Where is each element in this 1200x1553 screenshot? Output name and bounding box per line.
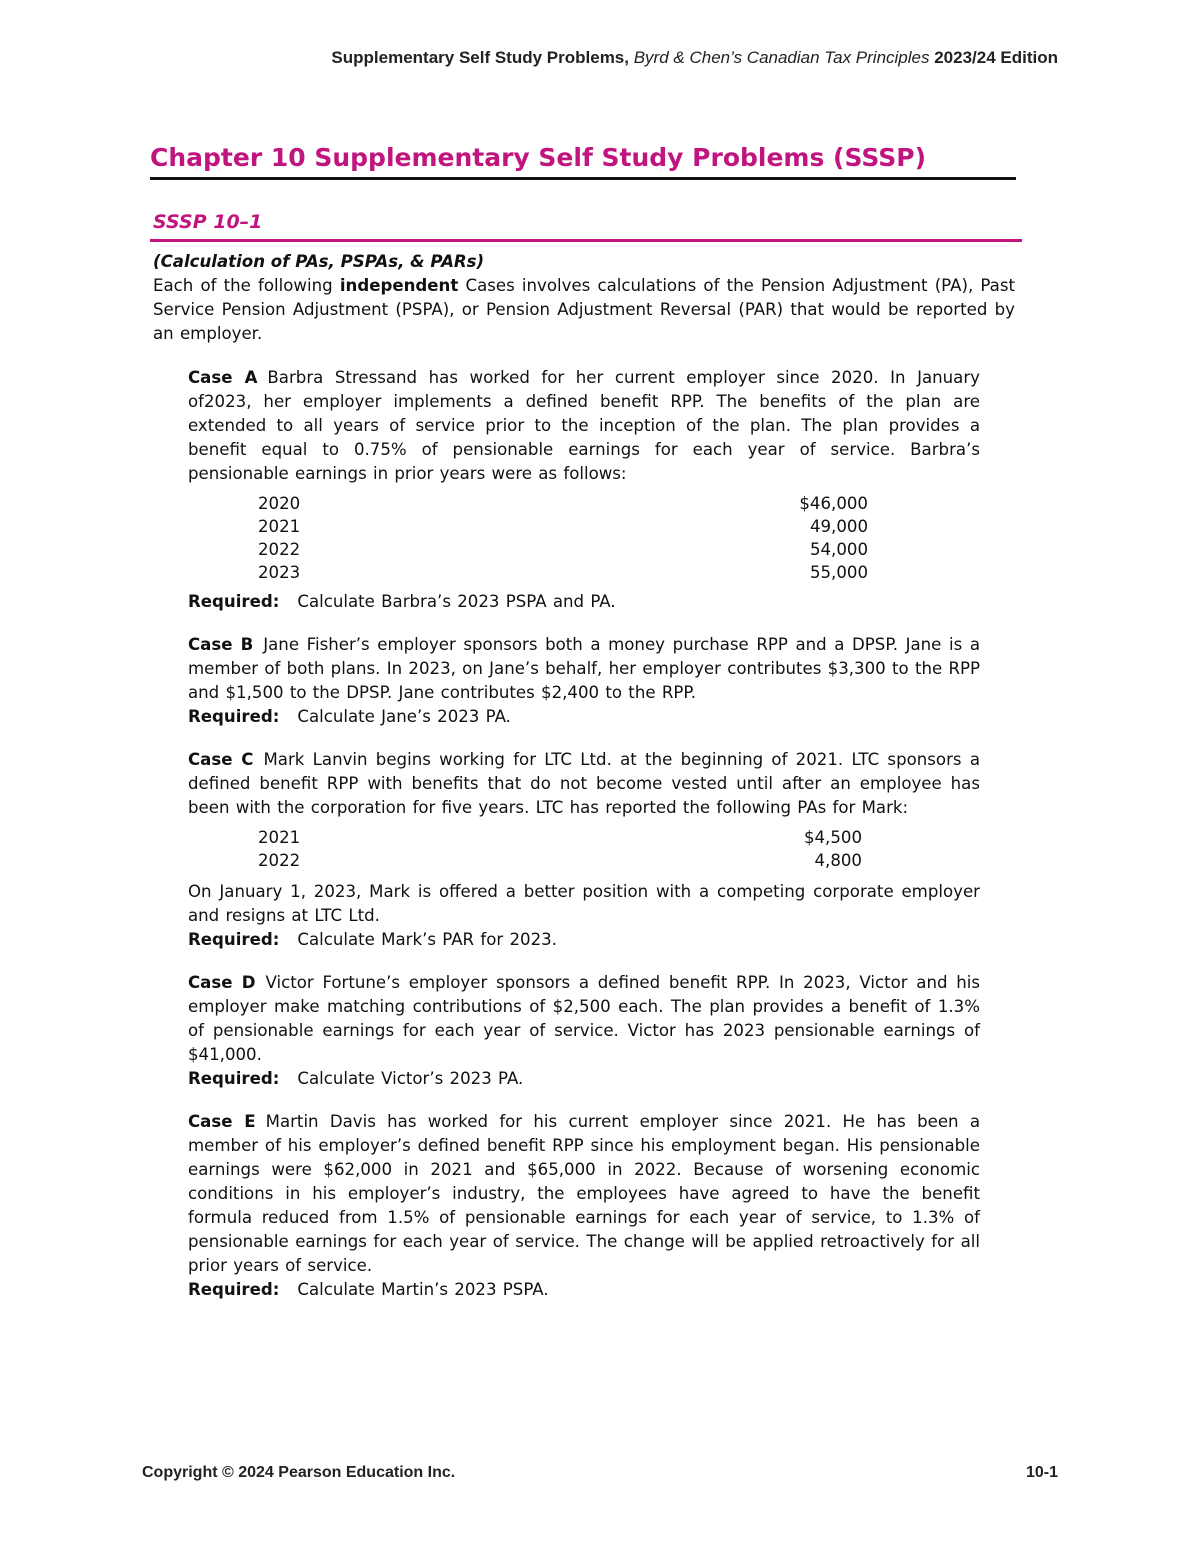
problem-title: SSSP 10–1 bbox=[153, 211, 263, 233]
table-year: 2023 bbox=[258, 563, 301, 582]
case-c-text bbox=[188, 748, 980, 820]
case-c-text-continued: On January 1, 2023, Mark is offered a better position with a competing corporate employer and resigns at LTC Ltd. bbox=[188, 882, 980, 925]
case-d-body: Victor Fortune’s employer sponsors a defined benefit RPP. In 2023, Victor and his employer make matching contributions of $2,500 each. The plan provides a benefit of 1.3% of pensionable earnings for each year of service. Victor has 2023 pensionable earnings of $41,000. bbox=[188, 973, 980, 1064]
case-b-text bbox=[188, 633, 980, 705]
table-row bbox=[258, 826, 862, 849]
table-year: 2021 bbox=[258, 517, 301, 536]
intro-text-rest: Cases involves calculations of the Pension Adjustment (PA), Past Service Pension Adjustment (PSPA), or Pension Adjustment Reversal (PAR) that would be reported by an employer. bbox=[153, 276, 1015, 343]
table-row bbox=[258, 492, 868, 515]
table-year: 2022 bbox=[258, 851, 301, 870]
intro-text: Each of the following bbox=[153, 276, 340, 295]
footer-copyright: Copyright © 2024 Pearson Education Inc. bbox=[142, 1464, 456, 1481]
table-row bbox=[258, 561, 868, 584]
problem-body bbox=[153, 250, 1015, 1302]
required-text: Calculate Victor’s 2023 PA. bbox=[297, 1069, 524, 1088]
required-label: Required: bbox=[188, 592, 280, 611]
required-text: Calculate Mark’s PAR for 2023. bbox=[297, 930, 557, 949]
required-label: Required: bbox=[188, 1069, 280, 1088]
case-a-required bbox=[188, 590, 980, 614]
case-c-required bbox=[188, 928, 980, 952]
chapter-rule bbox=[150, 177, 1016, 180]
case-e-label: Case E bbox=[188, 1112, 256, 1131]
table-amount: 54,000 bbox=[809, 540, 868, 559]
case-a-text bbox=[188, 366, 980, 486]
footer-page-number: 10-1 bbox=[1025, 1464, 1058, 1481]
table-amount: $4,500 bbox=[803, 828, 862, 847]
running-header bbox=[331, 48, 1058, 68]
table-amount: 4,800 bbox=[814, 851, 862, 870]
required-text: Calculate Martin’s 2023 PSPA. bbox=[297, 1280, 549, 1299]
table-amount: 49,000 bbox=[809, 517, 868, 536]
case-d-label: Case D bbox=[188, 973, 256, 992]
required-label: Required: bbox=[188, 1280, 280, 1299]
case-b bbox=[188, 633, 980, 729]
case-d bbox=[188, 971, 980, 1091]
case-c bbox=[188, 748, 980, 952]
table-amount: 55,000 bbox=[809, 563, 868, 582]
case-a-table bbox=[258, 492, 868, 584]
required-label: Required: bbox=[188, 930, 280, 949]
case-b-body: Jane Fisher’s employer sponsors both a money purchase RPP and a DPSP. Jane is a member of both plans. In 2023, on Jane’s behalf, her employer contributes $3,300 to the RPP and $1,500 to the DPSP. Jane contributes $2,400 to the RPP. bbox=[188, 635, 980, 702]
table-amount: $46,000 bbox=[799, 494, 868, 513]
table-row bbox=[258, 849, 862, 872]
case-e-body: Martin Davis has worked for his current employer since 2021. He has been a member of his employer’s defined benefit RPP since his employment began. His pensionable earnings were $62,000 in 2021 and $65,000 in 2022. Because of worsening economic conditions in his employer’s industry, the employees have agreed to have the benefit formula reduced from 1.5% of pensionable earnings for each year of service, to 1.3% of pensionable earnings for each year of service. The change will be applied retroactively for all prior years of service. bbox=[188, 1112, 980, 1275]
header-edition: 2023/24 Edition bbox=[929, 48, 1058, 67]
header-book-title: Byrd & Chen’s Canadian Tax Principles bbox=[633, 48, 930, 67]
case-c-table bbox=[258, 826, 862, 872]
table-year: 2020 bbox=[258, 494, 301, 513]
case-c-label: Case C bbox=[188, 750, 254, 769]
table-year: 2022 bbox=[258, 540, 301, 559]
intro-emphasis: independent bbox=[339, 276, 459, 295]
case-e-required bbox=[188, 1278, 980, 1302]
table-row bbox=[258, 538, 868, 561]
required-text: Calculate Barbra’s 2023 PSPA and PA. bbox=[297, 592, 616, 611]
problem-rule bbox=[150, 239, 1022, 242]
case-d-text bbox=[188, 971, 980, 1067]
case-d-required bbox=[188, 1067, 980, 1091]
case-a bbox=[188, 366, 980, 614]
case-b-label: Case B bbox=[188, 635, 254, 654]
case-e bbox=[188, 1110, 980, 1302]
case-b-required bbox=[188, 705, 980, 729]
case-a-label: Case A bbox=[188, 368, 258, 387]
case-c-body: Mark Lanvin begins working for LTC Ltd. at the beginning of 2021. LTC sponsors a defined benefit RPP with benefits that do not become vested until after an employee has been with the corporation for five years. LTC has reported the following PAs for Mark: bbox=[188, 750, 980, 817]
header-prefix: Supplementary Self Study Problems, bbox=[331, 48, 634, 67]
case-a-body: Barbra Stressand has worked for her current employer since 2020. In January of2023, her employer implements a defined benefit RPP. The benefits of the plan are extended to all years of service prior to the inception of the plan. The plan provides a benefit equal to 0.75% of pensionable earnings for each year of service. Barbra’s pensionable earnings in prior years were as follows: bbox=[188, 368, 980, 483]
required-text: Calculate Jane’s 2023 PA. bbox=[297, 707, 511, 726]
table-year: 2021 bbox=[258, 828, 301, 847]
case-e-text bbox=[188, 1110, 980, 1278]
problem-subtitle: (Calculation of PAs, PSPAs, & PARs) bbox=[153, 252, 485, 271]
table-row bbox=[258, 515, 868, 538]
required-label: Required: bbox=[188, 707, 280, 726]
chapter-title: Chapter 10 Supplementary Self Study Problems (SSSP) bbox=[150, 143, 927, 172]
problem-intro bbox=[153, 274, 1015, 346]
